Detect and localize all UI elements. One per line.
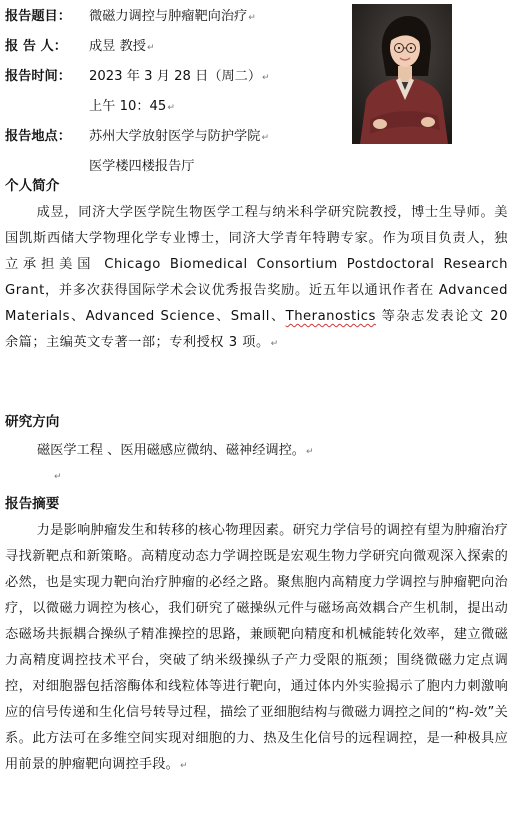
paragraph-mark-icon: ↵ (248, 13, 256, 23)
bio-text-part1: 成昱，同济大学医学院生物医学工程与纳米科学研究院教授，博士生导师。美国凯斯西储大学物理化学专业博士，同济大学青年特聘专家。作为项目负责人，独立承担美国 Chicago Biomedical Consortium Postdoctoral Research Grant，并多次获得国际学术会议优秀报告奖励。近五年以通讯作者在 Advanced Materials、Advanced Science、Small、 (5, 205, 508, 324)
research-title: 研究方向 (5, 414, 60, 430)
time-label: 报告时间： (5, 69, 71, 84)
location-label: 报告地点： (5, 129, 71, 144)
research-text: 磁医学工程 、医用磁感应微纳、磁神经调控。 (37, 443, 305, 458)
paragraph-mark-icon: ↵ (180, 761, 188, 771)
time-value-line2: 上午 10：45 (89, 99, 167, 114)
speaker-value: 成昱 教授 (89, 39, 146, 54)
topic-label: 报告题目： (5, 9, 71, 24)
abstract-section (5, 494, 508, 779)
location-value-line2: 医学楼四楼报告厅 (89, 159, 195, 174)
topic-row (5, 6, 345, 36)
paragraph-mark-icon: ↵ (270, 339, 279, 349)
paragraph-mark-icon: ↵ (261, 133, 269, 143)
report-meta (5, 6, 345, 186)
paragraph-mark-icon: ↵ (167, 103, 175, 113)
time-value-line1: 2023 年 3 月 28 日（周二） (89, 69, 262, 84)
time-row-continued (5, 96, 345, 126)
paragraph-mark-icon: ↵ (262, 73, 270, 83)
abstract-text-block (5, 518, 508, 779)
bio-title: 个人简介 (5, 178, 60, 194)
paragraph-mark-icon: ↵ (54, 472, 62, 482)
location-row (5, 126, 345, 156)
bio-section (5, 176, 508, 357)
spellcheck-word: Theranostics (285, 309, 376, 324)
research-section (5, 412, 508, 487)
location-value-line1: 苏州大学放射医学与防护学院 (89, 129, 261, 144)
speaker-photo (352, 4, 452, 144)
speaker-row (5, 36, 345, 66)
bio-text (5, 200, 508, 357)
research-text-line (5, 438, 508, 465)
portrait-image-icon (352, 4, 452, 144)
abstract-text: 力是影响肿瘤发生和转移的核心物理因素。研究力学信号的调控有望为肿瘤治疗寻找新靶点和新策略。高精度动态力学调控既是宏观生物力学研究向微观深入探索的必然，也是实现力靶向治疗肿瘤的必经之路。聚焦胞内高精度力学调控与肿瘤靶向治疗，以微磁力调控为核心，我们研究了磁操纵元件与磁场高效耦合产生机制，提出动态磁场共振耦合操纵子精准操控的思路，兼顾靶向精度和机械能转化效率，建立微磁力高精度调控技术平台，突破了纳米级操纵子产力受限的瓶颈；围绕微磁力定点调控，对细胞器包括溶酶体和线粒体等进行靶向，通过体内外实验揭示了胞内力刺激响应的信号传递和生化信号转导过程，描绘了亚细胞结构与微磁力调控之间的“构-效”关系。此方法可在多维空间实现对细胞的力、热及生化信号的远程调控，是一种极具应用前景的肿瘤靶向调控手段。 (5, 523, 508, 772)
time-row (5, 66, 345, 96)
abstract-title: 报告摘要 (5, 496, 60, 512)
bio-text-part2: 等杂志发表论文 20 余篇；主编英文专著一部；专利授权 3 项。 (5, 309, 508, 350)
topic-value: 微磁力调控与肿瘤靶向治疗 (89, 9, 248, 24)
paragraph-mark-icon: ↵ (146, 43, 155, 53)
paragraph-mark-icon: ↵ (305, 447, 314, 457)
speaker-label: 报 告 人： (5, 39, 67, 54)
blank-line (5, 465, 508, 487)
